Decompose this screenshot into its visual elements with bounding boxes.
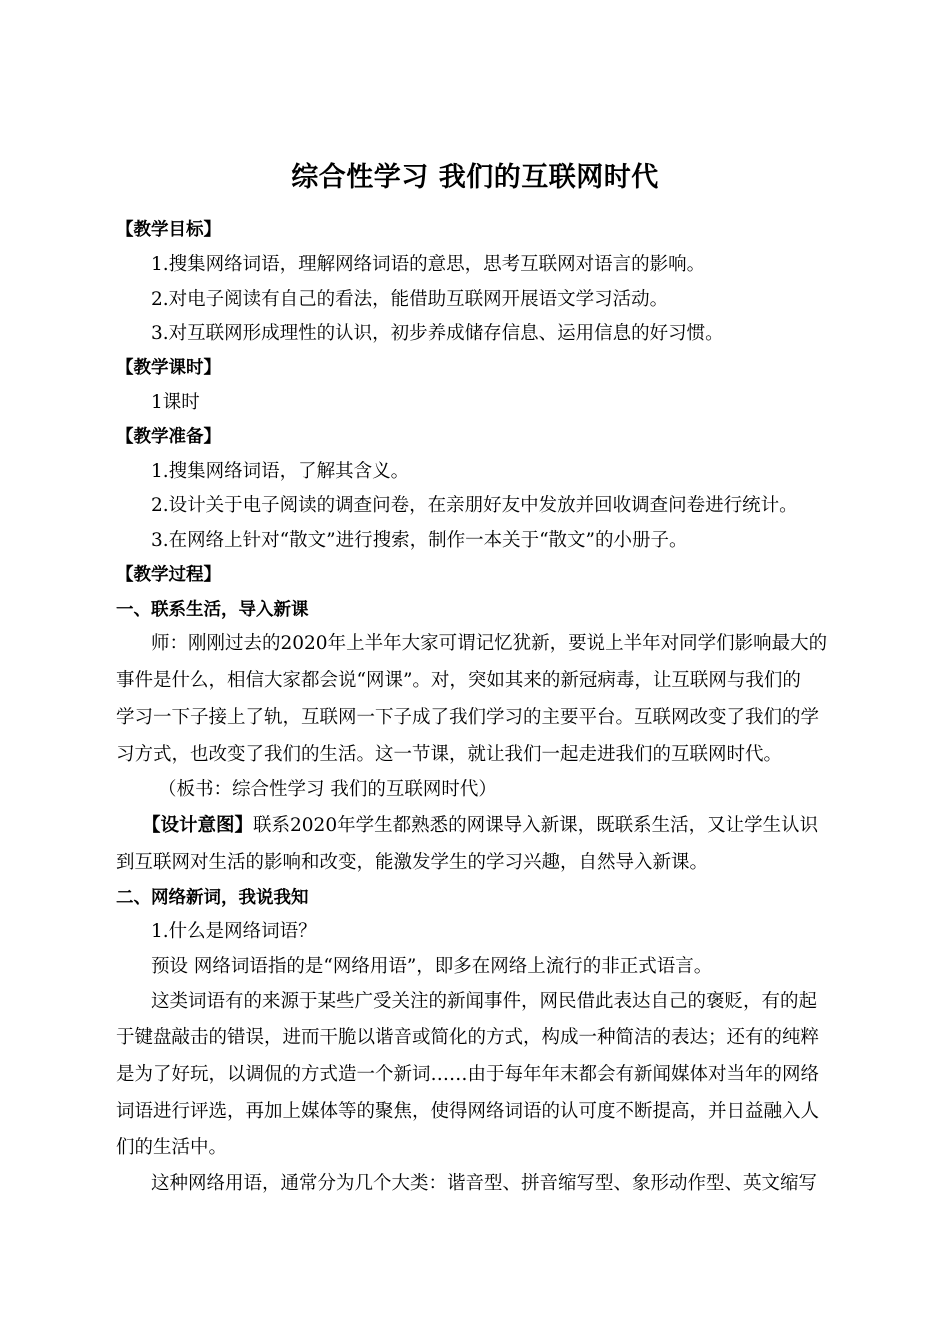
paragraph-line: 词语进行评选，再加上媒体等的聚焦，使得网络词语的认可度不断提高，并日益融入人 (116, 1101, 820, 1122)
hours-text: 1课时 (151, 392, 200, 413)
paragraph-line: 习方式，也改变了我们的生活。这一节课，就让我们一起走进我们的互联网时代。 (116, 744, 783, 765)
design-intent-line (142, 814, 818, 838)
section-heading-process: 【教学过程】 (116, 565, 221, 585)
paragraph-line: 事件是什么，相信大家都会说“网课”。对，突如其来的新冠病毒，让互联网与我们的 (116, 670, 801, 691)
preparation-item: 1.搜集网络词语，了解其含义。 (151, 461, 410, 482)
preparation-item: 3.在网络上针对“散文”进行搜索，制作一本关于“散文”的小册子。 (151, 530, 688, 551)
question-line: 1.什么是网络词语？ (151, 921, 317, 942)
paragraph-line: 学习一下子接上了轨，互联网一下子成了我们学习的主要平台。互联网改变了我们的学 (116, 707, 820, 728)
section-heading-hours: 【教学课时】 (116, 358, 221, 378)
section-heading-preparation: 【教学准备】 (116, 427, 221, 447)
part1-heading: 一、联系生活，导入新课 (116, 600, 309, 620)
paragraph-line: 师：刚刚过去的2020年上半年大家可谓记忆犹新，要说上半年对同学们影响最大的 (151, 633, 828, 654)
paragraph-line: 这种网络用语，通常分为几个大类：谐音型、拼音缩写型、象形动作型、英文缩写 (151, 1173, 818, 1194)
objective-item: 2.对电子阅读有自己的看法，能借助互联网开展语文学习活动。 (151, 289, 669, 310)
objective-item: 3.对互联网形成理性的认识，初步养成储存信息、运用信息的好习惯。 (151, 323, 724, 344)
design-intent-text: 联系2020年学生都熟悉的网课导入新课，既联系生活，又让学生认识 (253, 815, 819, 836)
paragraph-line: 于键盘敲击的错误，进而干脆以谐音或简化的方式，构成一种简洁的表达；还有的纯粹 (116, 1027, 820, 1048)
board-note: （板书：综合性学习 我们的互联网时代） (158, 779, 497, 800)
paragraph-line: 是为了好玩，以调侃的方式造一个新词……由于每年年末都会有新闻媒体对当年的网络 (116, 1064, 820, 1085)
part2-heading: 二、网络新词，我说我知 (116, 888, 309, 908)
paragraph-line: 们的生活中。 (116, 1137, 228, 1158)
paragraph-line: 这类词语有的来源于某些广受关注的新闻事件，网民借此表达自己的褒贬，有的起 (151, 991, 818, 1012)
design-intent-label: 【设计意图】 (142, 815, 254, 836)
page-title: 综合性学习 我们的互联网时代 (291, 162, 659, 193)
preset-line: 预设 网络词语指的是“网络用语”，即多在网络上流行的非正式语言。 (151, 956, 713, 977)
section-heading-objectives: 【教学目标】 (116, 220, 221, 240)
paragraph-line: 到互联网对生活的影响和改变，能激发学生的学习兴趣，自然导入新课。 (116, 852, 709, 873)
objective-item: 1.搜集网络词语，理解网络词语的意思，思考互联网对语言的影响。 (151, 254, 706, 275)
preparation-item: 2.设计关于电子阅读的调查问卷，在亲朋好友中发放并回收调查问卷进行统计。 (151, 495, 798, 516)
